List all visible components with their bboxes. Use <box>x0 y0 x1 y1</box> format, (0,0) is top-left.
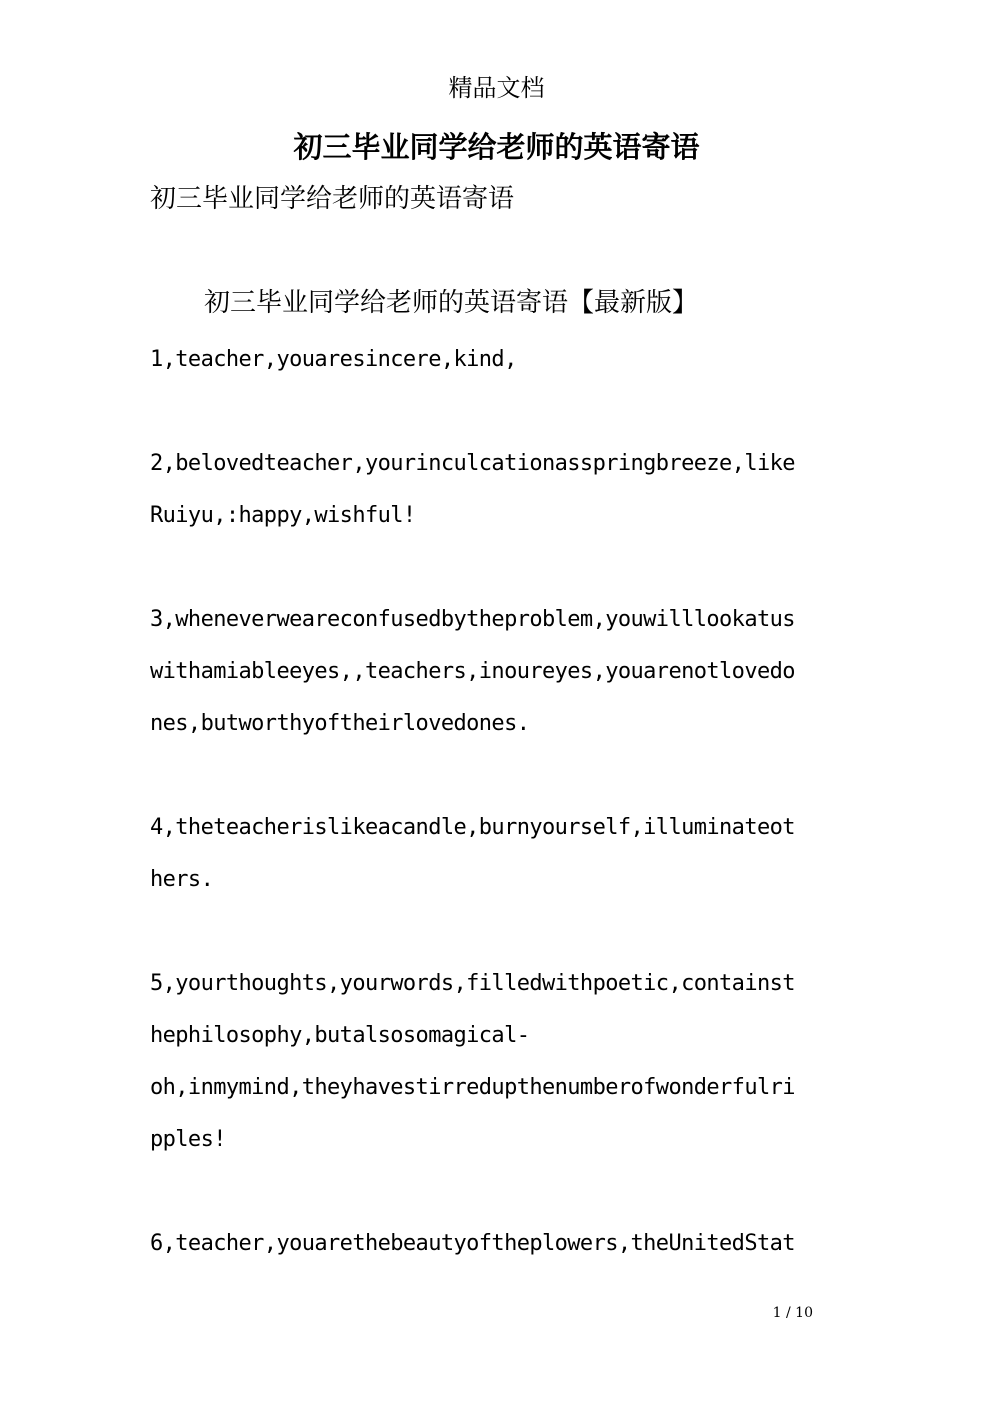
document-subtitle: 初三毕业同学给老师的英语寄语 <box>150 184 515 214</box>
paragraph-line: nes,butworthyoftheirlovedones. <box>150 711 530 736</box>
section-heading: 初三毕业同学给老师的英语寄语【最新版】 <box>204 288 699 318</box>
paragraph-line: 2,belovedteacher,yourinculcationasspringbreeze,like <box>150 451 795 476</box>
paragraph-line: withamiableeyes,,teachers,inoureyes,youarenotlovedo <box>150 659 795 684</box>
document-title: 初三毕业同学给老师的英语寄语 <box>293 130 700 164</box>
page-number: 1 / 10 <box>772 1305 813 1321</box>
paragraph-line: 5,yourthoughts,yourwords,filledwithpoetic,containst <box>150 971 795 996</box>
page-header: 精品文档 <box>448 74 545 102</box>
paragraph-line: hephilosophy,butalsosomagical- <box>150 1023 530 1048</box>
paragraph-line: 4,theteacherislikeacandle,burnyourself,illuminateot <box>150 815 795 840</box>
paragraph-spacer <box>150 386 815 438</box>
paragraph-spacer <box>150 1166 815 1218</box>
paragraph-line: Ruiyu,:happy,wishful! <box>150 503 416 528</box>
document-body <box>150 334 815 1270</box>
paragraph-spacer <box>150 906 815 958</box>
paragraph-line: oh,inmymind,theyhavestirredupthenumberofwonderfulri <box>150 1075 795 1100</box>
paragraph-line: 3,wheneverweareconfusedbytheproblem,youwilllookatus <box>150 607 795 632</box>
paragraph-line: hers. <box>150 867 214 892</box>
paragraph-line: pples! <box>150 1127 226 1152</box>
paragraph-spacer <box>150 542 815 594</box>
paragraph-line: 6,teacher,youarethebeautyoftheplowers,theUnitedStat <box>150 1231 795 1256</box>
paragraph-line: 1,teacher,youaresincere,kind, <box>150 347 517 372</box>
paragraph-spacer <box>150 750 815 802</box>
